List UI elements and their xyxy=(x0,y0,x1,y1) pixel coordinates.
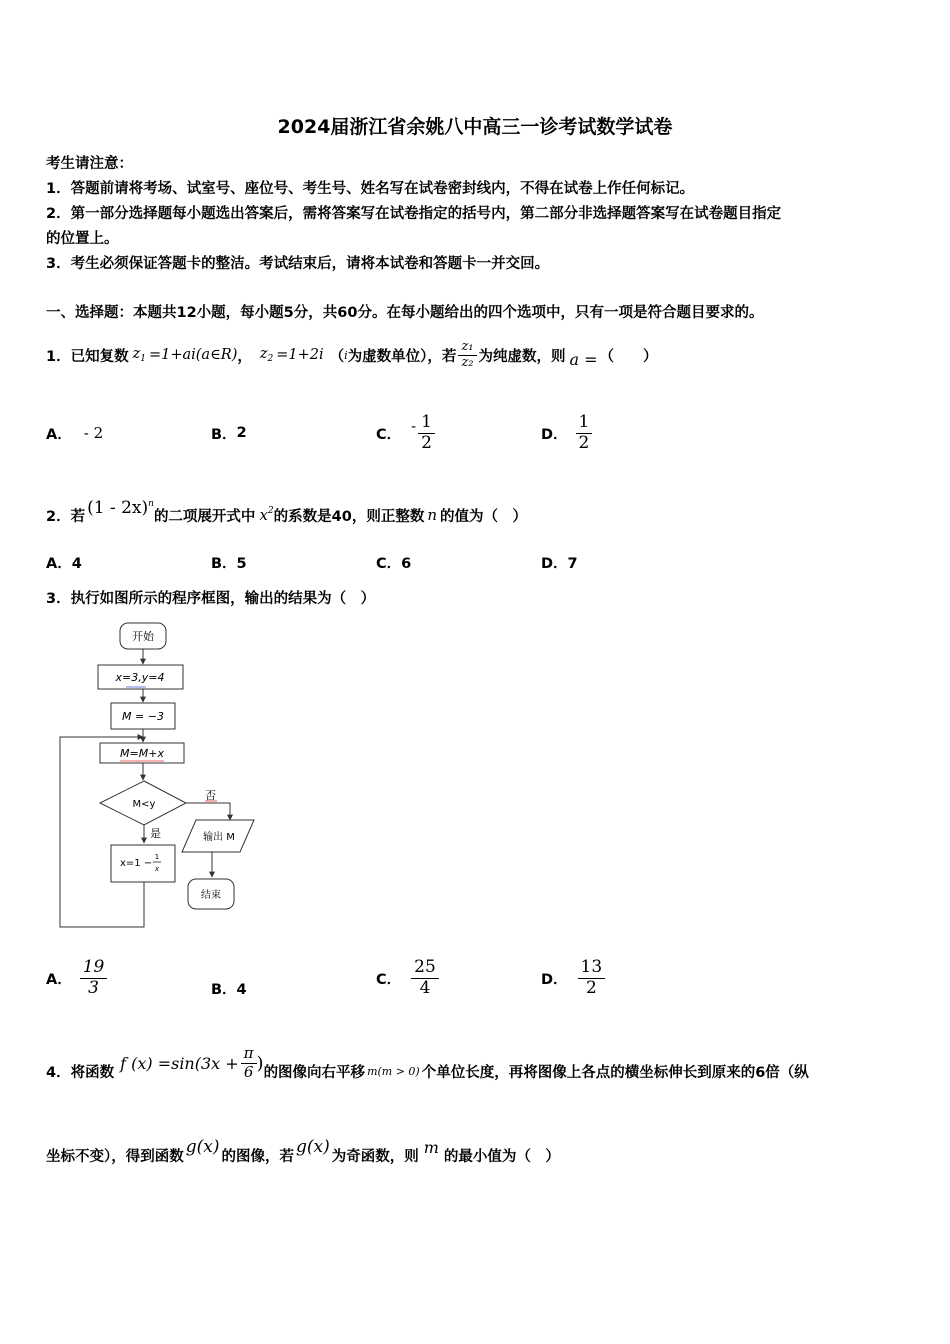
q2-x-squared: $x^2$ xyxy=(259,506,274,524)
q1-option-b[interactable]: B． 2 xyxy=(211,425,247,443)
q1-blank: （ ） xyxy=(599,348,658,365)
q1-option-c[interactable]: C． - $\frac{1}{2}$ xyxy=(376,410,435,456)
q3-option-a[interactable]: A． $\frac{19}{3}$ xyxy=(46,955,107,1001)
q2-option-c[interactable]: C．6 xyxy=(376,556,412,572)
question-4-line-1: 4．将函数 f (x) =sin(3x + $\frac{\pi}{6}$ ) 的图像向右平移 m(m > 0) 个单位长度，再将图像上各点的横坐标伸长到原来的6倍（纵 xyxy=(46,1044,809,1081)
q4-m-condition: m(m > 0) xyxy=(367,1064,420,1078)
q1-z1-expr: =1+ai(a∈R) xyxy=(148,347,238,363)
flow-start-label: 开始 xyxy=(132,630,154,643)
notice-item-3: 3．考生必须保证答题卡的整洁。考试结束后，请将本试卷和答题卡一并交回。 xyxy=(46,256,550,272)
q3-option-b[interactable]: B．4 xyxy=(211,982,247,998)
flow-init-label: x=3,y=4 xyxy=(115,671,165,684)
q1-z2: $z_2$ xyxy=(259,346,274,364)
q1-z1: $z_1$ xyxy=(132,346,146,364)
notice-item-1: 1．答题前请将考场、试室号、座位号、考生号、姓名写在试卷密封线内，不得在试卷上作任何标记。 xyxy=(46,181,695,197)
page-title: 2024届浙江省余姚八中高三一诊考试数学试卷 xyxy=(277,116,673,138)
flow-update-label: M=M+x xyxy=(120,747,164,760)
q1-unit-text: 为虚数单位），若 xyxy=(347,348,457,365)
question-2-stem: 2．若 (1 - 2x)$^n$ 的二项展开式中 $x^2$ 的系数是40，则正整数 n 的值为（ ） xyxy=(46,498,527,525)
q1-pure-text: 为纯虚数，则 xyxy=(478,348,566,365)
flow-x-update-num: 1 xyxy=(154,853,160,861)
q1-option-d[interactable]: D． $\frac{1}{2}$ xyxy=(541,410,592,456)
q2-option-b[interactable]: B．5 xyxy=(211,556,247,572)
q1-fraction: $\frac{\text{z₁}}{\text{z₂}}$ xyxy=(458,340,476,371)
flow-x-update-den: x xyxy=(154,865,160,873)
flow-m-init-label: M = −3 xyxy=(122,710,164,723)
flow-output-label: 输出 M xyxy=(203,832,235,843)
q3-option-d[interactable]: D． $\frac{13}{2}$ xyxy=(541,955,605,1001)
notice-item-2: 2．第一部分选择题每小题选出答案后，需将答案写在试卷指定的括号内，第二部分非选择题答案写在试卷题目指定 xyxy=(46,206,782,222)
question-4-line-2: 坐标不变），得到函数 g(x) 的图像，若 g(x) 为奇函数，则 m 的最小值为（ ） xyxy=(46,1137,560,1165)
q2-option-a[interactable]: A．4 xyxy=(46,556,82,572)
question-1-stem xyxy=(46,330,658,380)
question-3-stem: 3．执行如图所示的程序框图，输出的结果为（ ） xyxy=(46,591,376,607)
q2-binomial: (1 - 2x)$^n$ xyxy=(87,498,154,518)
notice-header: 考生请注意： xyxy=(46,156,133,172)
notice-item-2-cont: 的位置上。 xyxy=(46,231,119,247)
flow-end-label: 结束 xyxy=(201,890,221,901)
flow-x-update-label: x=1 − xyxy=(120,858,153,869)
flow-condition-label: M<y xyxy=(132,799,156,810)
q2-option-d[interactable]: D．7 xyxy=(541,556,578,572)
q3-option-c[interactable]: C． $\frac{25}{4}$ xyxy=(376,955,439,1001)
flow-no-label: 否 xyxy=(205,789,216,802)
q1-a-symbol: a = xyxy=(569,349,598,369)
q4-function: f (x) =sin(3x + xyxy=(120,1053,239,1073)
flowchart xyxy=(40,615,280,935)
q1-i-symbol: i xyxy=(344,348,348,362)
q1-z2-expr: =1+2i xyxy=(276,347,324,363)
section-heading: 一、选择题：本题共12小题，每小题5分，共60分。在每小题给出的四个选项中，只有一项是符合题目要求的。 xyxy=(46,305,764,321)
flow-yes-label: 是 xyxy=(150,827,161,840)
q1-paren: （ xyxy=(329,348,345,365)
q1-option-a[interactable]: A． - 2 xyxy=(46,424,104,443)
q1-comma: ， xyxy=(237,348,252,365)
q1-prefix: 1．已知复数 xyxy=(46,348,129,365)
